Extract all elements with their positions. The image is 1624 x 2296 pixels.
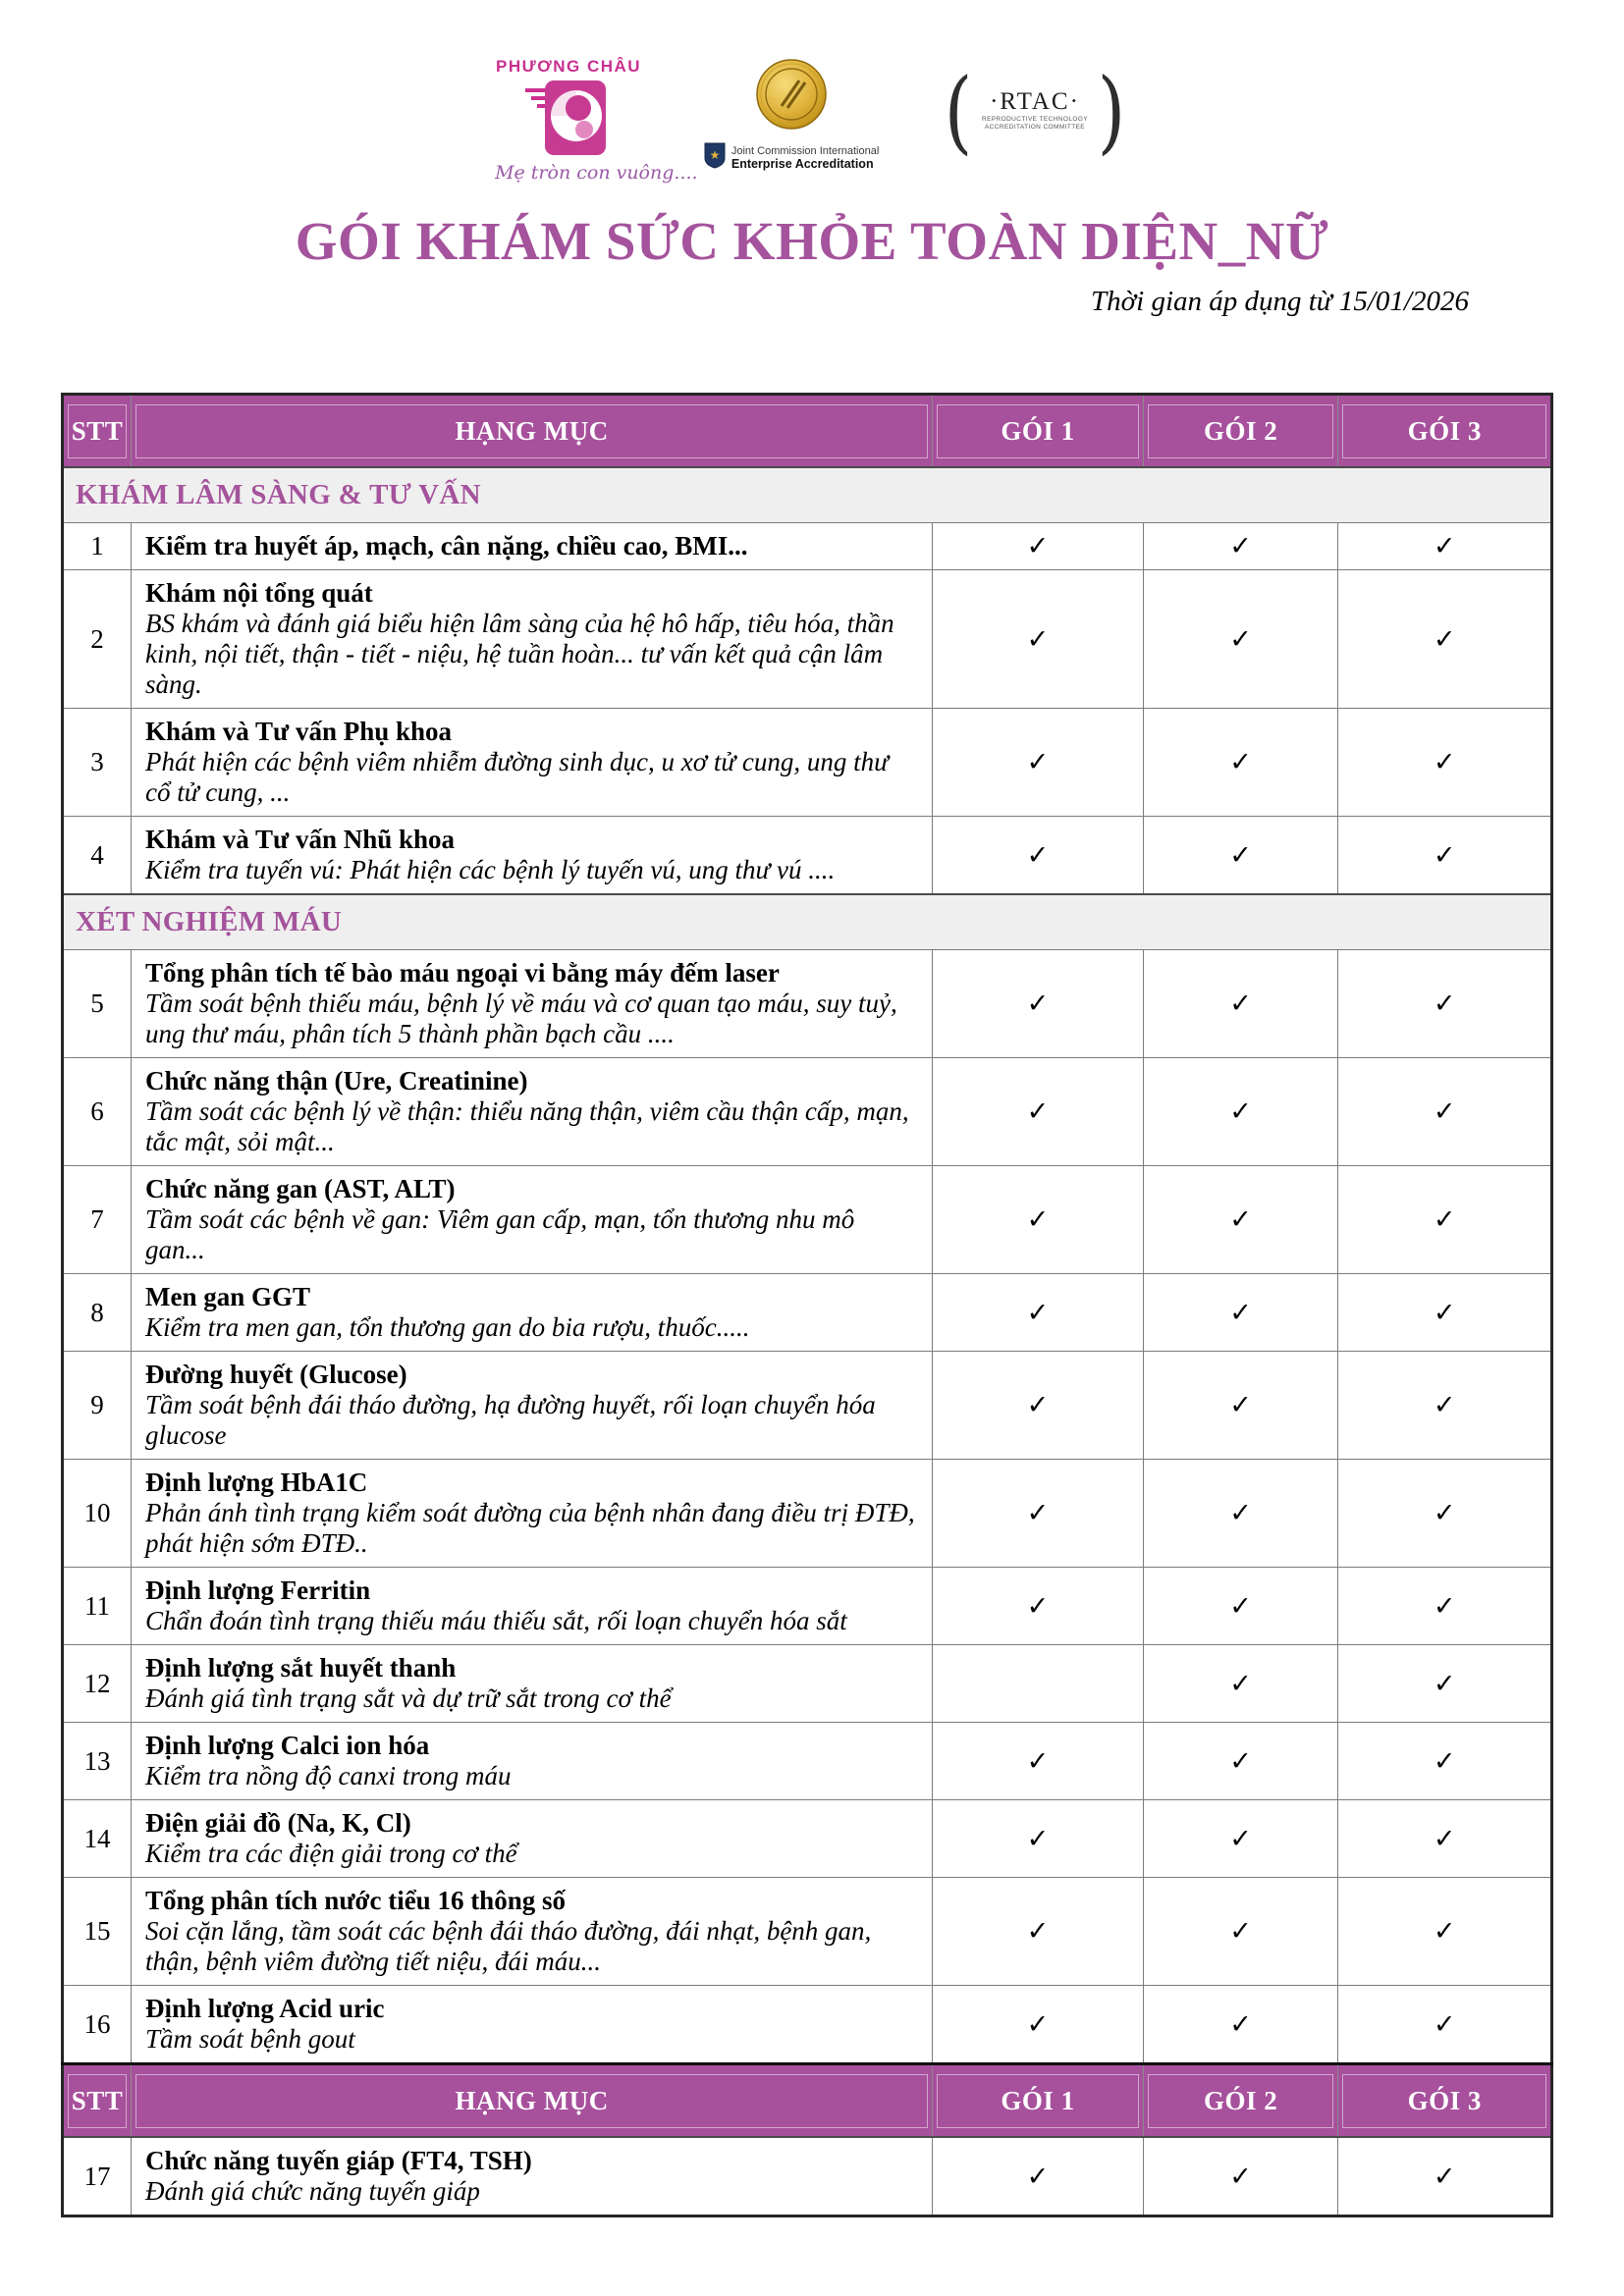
col-header-goi-1: GÓI 1: [933, 2064, 1144, 2138]
brand-name: PHƯƠNG CHÂU: [496, 57, 642, 76]
jci-logo: [693, 57, 890, 174]
item-title: Định lượng HbA1C: [144, 1468, 368, 1497]
item-cell: [131, 1166, 932, 1274]
checkmark-goi-1: ✓: [933, 1800, 1144, 1878]
checkmark-goi-2: ✓: [1143, 523, 1338, 570]
item-title: Định lượng Calci ion hóa: [144, 1731, 430, 1760]
checkmark-goi-2: ✓: [1143, 1274, 1338, 1352]
gold-seal-icon: [754, 57, 829, 136]
checkmark-goi-3: ✓: [1338, 1460, 1552, 1568]
rtac-left-paren: (: [944, 59, 973, 164]
col-header-goi-2: GÓI 2: [1143, 395, 1338, 468]
row-number: 10: [63, 1460, 132, 1568]
section-label: KHÁM LÂM SÀNG & TƯ VẤN: [63, 467, 1552, 523]
checkmark-goi-1: ✓: [933, 1568, 1144, 1645]
section-row: [63, 894, 1552, 950]
checkmark-goi-1: ✓: [933, 1878, 1144, 1986]
row-number: 15: [63, 1878, 132, 1986]
row-number: 16: [63, 1986, 132, 2064]
checkmark-goi-2: ✓: [1143, 570, 1338, 709]
row-number: 4: [63, 817, 132, 895]
row-number: 1: [63, 523, 132, 570]
package-table: [61, 393, 1553, 2217]
checkmark-goi-1: ✓: [933, 1058, 1144, 1166]
item-cell: [131, 1568, 932, 1645]
checkmark-goi-3: ✓: [1338, 1274, 1552, 1352]
checkmark-goi-3: ✓: [1338, 709, 1552, 817]
item-title: Định lượng Ferritin: [144, 1575, 371, 1605]
item-cell: [131, 950, 932, 1058]
brand-slogan: Mẹ tròn con vuông....: [495, 162, 698, 184]
table-row: [63, 1058, 1552, 1166]
rtac-acronym: ·RTAC·: [990, 88, 1080, 115]
checkmark-goi-1: ✓: [933, 1723, 1144, 1800]
item-title: Tổng phân tích nước tiểu 16 thông số: [144, 1886, 566, 1915]
row-number: 9: [63, 1352, 132, 1460]
checkmark-goi-3: ✓: [1338, 1645, 1552, 1723]
checkmark-goi-2: ✓: [1143, 817, 1338, 895]
checkmark-goi-3: ✓: [1338, 1166, 1552, 1274]
checkmark-goi-3: ✓: [1338, 1986, 1552, 2064]
empty-goi-1: [933, 1645, 1144, 1723]
item-title: Khám và Tư vấn Phụ khoa: [144, 717, 453, 746]
item-cell: [131, 1986, 932, 2064]
checkmark-goi-2: ✓: [1143, 1460, 1338, 1568]
checkmark-goi-1: ✓: [933, 1166, 1144, 1274]
table-row: [63, 1352, 1552, 1460]
checkmark-goi-2: ✓: [1143, 950, 1338, 1058]
col-header-goi-1: GÓI 1: [933, 395, 1144, 468]
checkmark-goi-3: ✓: [1338, 1058, 1552, 1166]
item-description: Đánh giá tình trạng sắt và dự trữ sắt trong cơ thể: [144, 1683, 672, 1713]
table-header-row: [63, 2064, 1552, 2138]
checkmark-goi-1: ✓: [933, 1274, 1144, 1352]
col-header-item: HẠNG MỤC: [131, 2064, 932, 2138]
col-header-goi-3: GÓI 3: [1338, 395, 1552, 468]
item-cell: [131, 1878, 932, 1986]
table-row: [63, 1568, 1552, 1645]
page-title: GÓI KHÁM SỨC KHỎE TOÀN DIỆN_NỮ: [295, 211, 1329, 271]
item-description: Tầm soát bệnh đái tháo đường, hạ đường huyết, rối loạn chuyển hóa glucose: [144, 1390, 876, 1450]
checkmark-goi-2: ✓: [1143, 1166, 1338, 1274]
item-title: Khám nội tổng quát: [144, 578, 373, 608]
checkmark-goi-1: ✓: [933, 523, 1144, 570]
item-title: Tổng phân tích tế bào máu ngoại vi bằng máy đếm laser: [144, 958, 780, 988]
checkmark-goi-1: ✓: [933, 2137, 1144, 2216]
checkmark-goi-1: ✓: [933, 817, 1144, 895]
checkmark-goi-3: ✓: [1338, 950, 1552, 1058]
item-description: Phản ánh tình trạng kiểm soát đường của bệnh nhân đang điều trị ĐTĐ, phát hiện sớm ĐTĐ..: [144, 1498, 915, 1558]
checkmark-goi-3: ✓: [1338, 1878, 1552, 1986]
checkmark-goi-2: ✓: [1143, 709, 1338, 817]
effective-date: Thời gian áp dụng từ 15/01/2026: [1091, 286, 1469, 317]
row-number: 7: [63, 1166, 132, 1274]
col-header-goi-3: GÓI 3: [1338, 2064, 1552, 2138]
item-title: Chức năng gan (AST, ALT): [144, 1174, 456, 1203]
item-description: Tầm soát bệnh gout: [144, 2024, 355, 2054]
table-row: [63, 1166, 1552, 1274]
item-title: Định lượng Acid uric: [144, 1994, 385, 2023]
checkmark-goi-3: ✓: [1338, 523, 1552, 570]
rtac-right-paren: ): [1097, 59, 1126, 164]
item-cell: [131, 1058, 932, 1166]
checkmark-goi-2: ✓: [1143, 1058, 1338, 1166]
col-header-stt: STT: [63, 395, 132, 468]
table-row: [63, 1723, 1552, 1800]
item-title: Chức năng tuyến giáp (FT4, TSH): [144, 2146, 532, 2175]
item-description: Kiểm tra các điện giải trong cơ thể: [144, 1839, 517, 1868]
rtac-line2: ACCREDITATION COMMITTEE: [984, 124, 1086, 131]
checkmark-goi-1: ✓: [933, 570, 1144, 709]
item-title: Đường huyết (Glucose): [144, 1360, 407, 1389]
checkmark-goi-3: ✓: [1338, 2137, 1552, 2216]
row-number: 13: [63, 1723, 132, 1800]
item-title: Kiểm tra huyết áp, mạch, cân nặng, chiều cao, BMI...: [144, 531, 748, 561]
checkmark-goi-2: ✓: [1143, 1986, 1338, 2064]
item-description: BS khám và đánh giá biểu hiện lâm sàng của hệ hô hấp, tiêu hóa, thần kinh, nội tiết, thận - tiết - niệu, hệ tuần hoàn... tư vấn kết quả cận lâm sàng.: [144, 609, 894, 699]
item-cell: [131, 523, 932, 570]
mother-child-logo-icon: [495, 79, 642, 162]
checkmark-goi-2: ✓: [1143, 1723, 1338, 1800]
table-row: [63, 709, 1552, 817]
row-number: 3: [63, 709, 132, 817]
section-label: XÉT NGHIỆM MÁU: [63, 894, 1552, 950]
item-description: Kiểm tra nồng độ canxi trong máu: [144, 1761, 512, 1790]
item-description: Tầm soát các bệnh về gan: Viêm gan cấp, mạn, tổn thương nhu mô gan...: [144, 1204, 855, 1264]
item-description: Đánh giá chức năng tuyến giáp: [144, 2176, 480, 2206]
row-number: 6: [63, 1058, 132, 1166]
item-title: Chức năng thận (Ure, Creatinine): [144, 1066, 528, 1095]
item-description: Kiểm tra men gan, tổn thương gan do bia rượu, thuốc.....: [144, 1312, 750, 1342]
item-cell: [131, 1460, 932, 1568]
jci-line1: Joint Commission International: [731, 145, 880, 157]
item-description: Tầm soát bệnh thiếu máu, bệnh lý về máu và cơ quan tạo máu, suy tuỷ, ung thư máu, phân tích 5 thành phần bạch cầu ....: [144, 988, 897, 1048]
table-row: [63, 1274, 1552, 1352]
table-header-row: [63, 395, 1552, 468]
checkmark-goi-3: ✓: [1338, 1800, 1552, 1878]
item-description: Soi cặn lắng, tầm soát các bệnh đái tháo đường, đái nhạt, bệnh gan, thận, bệnh viêm đường tiết niệu, đái máu...: [144, 1916, 872, 1976]
item-cell: [131, 709, 932, 817]
item-cell: [131, 570, 932, 709]
item-title: Định lượng sắt huyết thanh: [144, 1653, 457, 1682]
table-row: [63, 1986, 1552, 2064]
table-row: [63, 570, 1552, 709]
item-cell: [131, 1800, 932, 1878]
row-number: 5: [63, 950, 132, 1058]
table-row: [63, 523, 1552, 570]
col-header-stt: STT: [63, 2064, 132, 2138]
table-row: [63, 817, 1552, 895]
checkmark-goi-3: ✓: [1338, 817, 1552, 895]
item-description: Chẩn đoán tình trạng thiếu máu thiếu sắt, rối loạn chuyển hóa sắt: [144, 1606, 847, 1635]
item-cell: [131, 1645, 932, 1723]
checkmark-goi-2: ✓: [1143, 2137, 1338, 2216]
checkmark-goi-2: ✓: [1143, 1352, 1338, 1460]
col-header-goi-2: GÓI 2: [1143, 2064, 1338, 2138]
checkmark-goi-2: ✓: [1143, 1878, 1338, 1986]
item-cell: [131, 817, 932, 895]
jci-shield-icon: [704, 142, 726, 174]
section-row: [63, 467, 1552, 523]
item-cell: [131, 1274, 932, 1352]
item-cell: [131, 1352, 932, 1460]
table-row: [63, 1878, 1552, 1986]
checkmark-goi-1: ✓: [933, 1352, 1144, 1460]
item-description: Kiểm tra tuyến vú: Phát hiện các bệnh lý tuyến vú, ung thư vú ....: [144, 855, 836, 884]
rtac-line1: REPRODUCTIVE TECHNOLOGY: [981, 116, 1089, 123]
checkmark-goi-2: ✓: [1143, 1645, 1338, 1723]
item-cell: [131, 1723, 932, 1800]
checkmark-goi-2: ✓: [1143, 1800, 1338, 1878]
jci-line2: Enterprise Accreditation: [731, 157, 874, 171]
checkmark-goi-2: ✓: [1143, 1568, 1338, 1645]
checkmark-goi-1: ✓: [933, 1460, 1144, 1568]
checkmark-goi-1: ✓: [933, 1986, 1144, 2064]
svg-text:★: ★: [709, 148, 721, 162]
row-number: 12: [63, 1645, 132, 1723]
item-title: Khám và Tư vấn Nhũ khoa: [144, 825, 456, 854]
col-header-item: HẠNG MỤC: [131, 395, 932, 468]
table-row: [63, 1800, 1552, 1878]
checkmark-goi-1: ✓: [933, 950, 1144, 1058]
checkmark-goi-3: ✓: [1338, 1723, 1552, 1800]
checkmark-goi-3: ✓: [1338, 1568, 1552, 1645]
row-number: 14: [63, 1800, 132, 1878]
row-number: 2: [63, 570, 132, 709]
table-row: [63, 1645, 1552, 1723]
row-number: 17: [63, 2137, 132, 2216]
row-number: 8: [63, 1274, 132, 1352]
item-cell: [131, 2137, 932, 2216]
checkmark-goi-1: ✓: [933, 709, 1144, 817]
table-row: [63, 2137, 1552, 2216]
checkmark-goi-3: ✓: [1338, 570, 1552, 709]
checkmark-goi-3: ✓: [1338, 1352, 1552, 1460]
item-description: Tầm soát các bệnh lý về thận: thiểu năng thận, viêm cầu thận cấp, mạn, tắc mật, sỏi mật...: [144, 1096, 909, 1156]
item-title: Men gan GGT: [144, 1282, 310, 1311]
table-row: [63, 950, 1552, 1058]
table-row: [63, 1460, 1552, 1568]
item-title: Điện giải đồ (Na, K, Cl): [144, 1808, 411, 1838]
logo-band: [0, 0, 1624, 206]
item-description: Phát hiện các bệnh viêm nhiễm đường sinh dục, u xơ tử cung, ung thư cổ tử cung, ...: [144, 747, 889, 807]
row-number: 11: [63, 1568, 132, 1645]
phuong-chau-logo: [495, 57, 698, 184]
rtac-logo: [941, 59, 1129, 164]
